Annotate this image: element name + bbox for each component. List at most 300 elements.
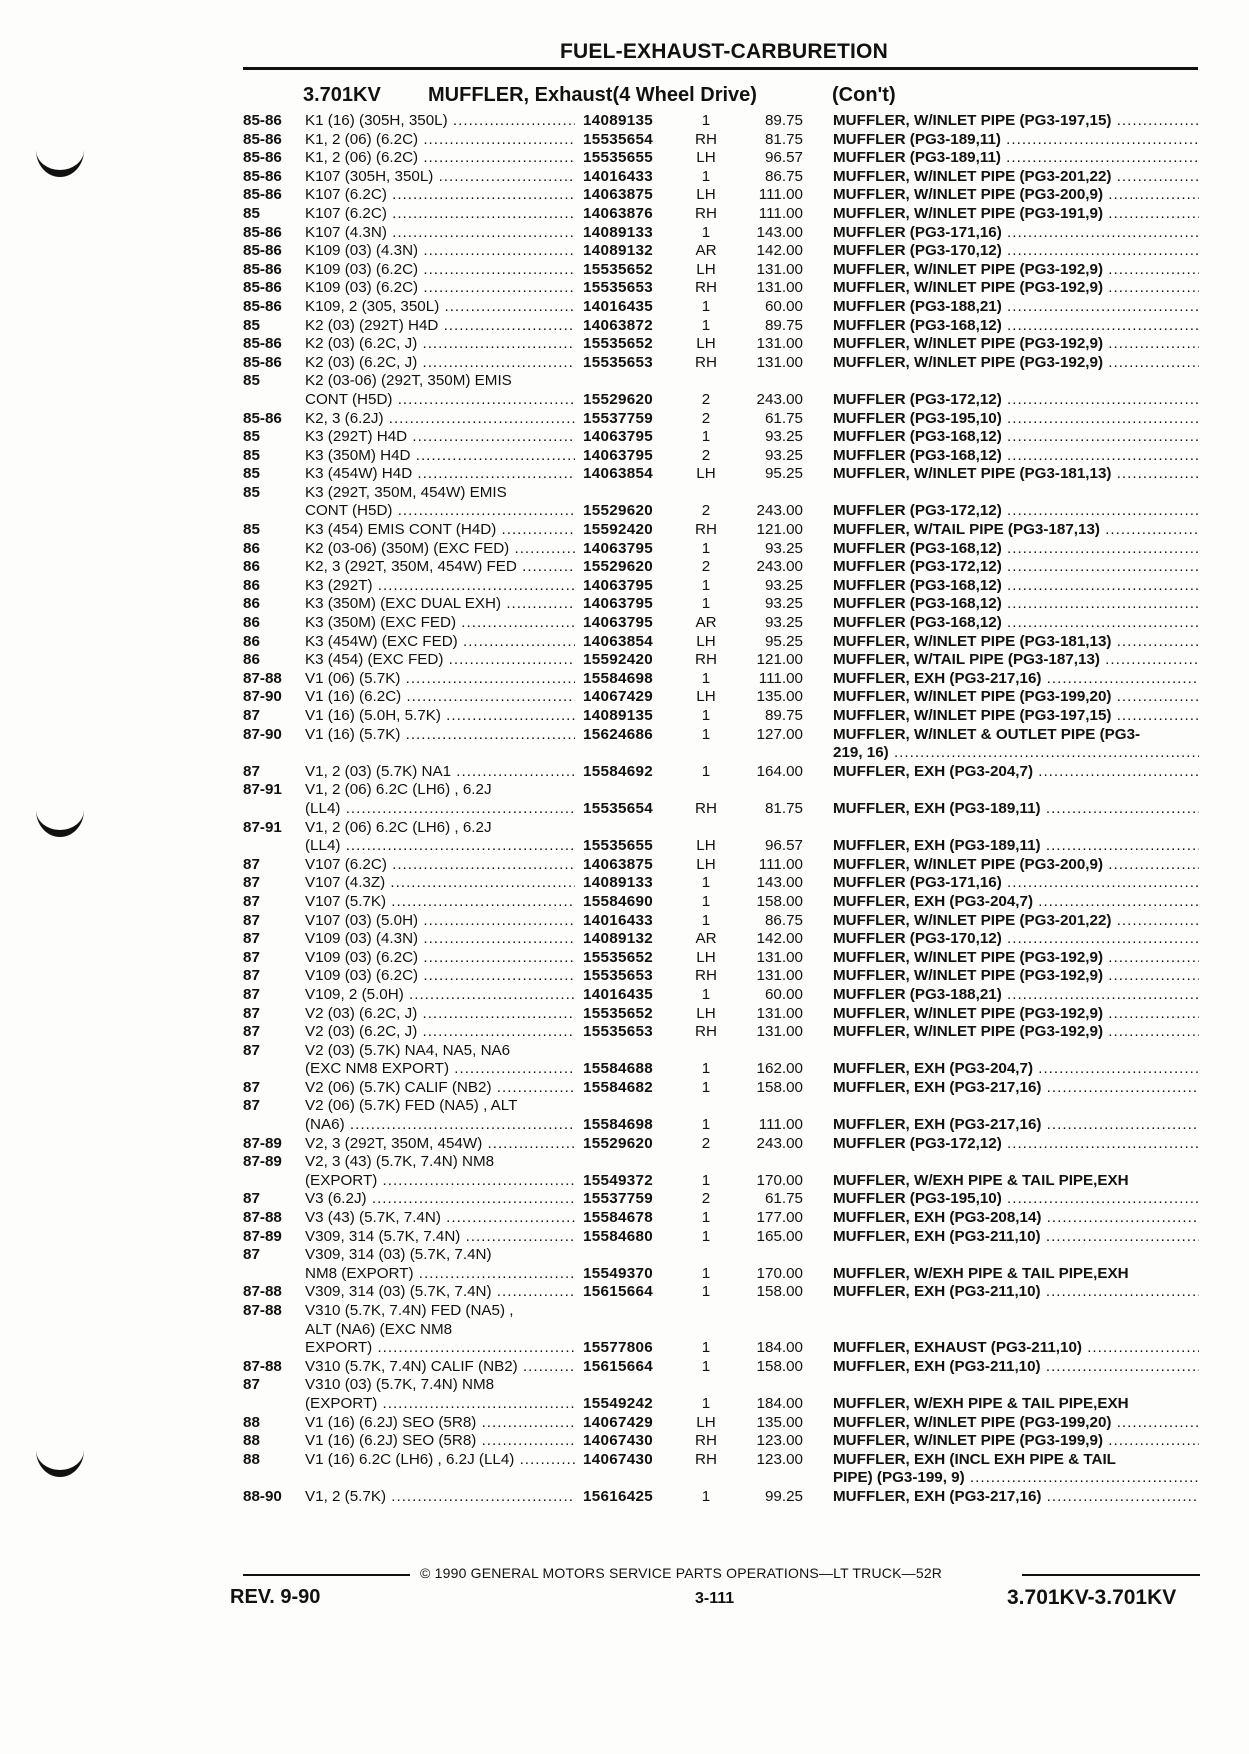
part-number: 15584682 xyxy=(583,1078,653,1096)
model-description: K3 (350M) (EXC DUAL EXH) ..... xyxy=(305,595,575,614)
quantity: 1 xyxy=(701,316,711,334)
year-range: 85-86 xyxy=(243,223,282,241)
price: 177.00 xyxy=(756,1209,803,1227)
parts-row xyxy=(0,224,1249,243)
model-description: V309, 314 (5.7K, 7.4N) ..... xyxy=(305,1228,575,1247)
quantity: 1 xyxy=(701,1264,711,1282)
model-description: V310 (5.7K, 7.4N) FED (NA5) , xyxy=(305,1302,514,1319)
part-number: 15529620 xyxy=(583,558,653,576)
quantity: LH xyxy=(696,688,716,706)
year-range: 87-89 xyxy=(243,1134,282,1152)
model-description: V109, 2 (5.0H) ..... xyxy=(305,986,575,1005)
parts-row xyxy=(0,707,1249,726)
parts-row xyxy=(0,1079,1249,1098)
model-description: K1 (16) (305H, 350L) ..... xyxy=(305,112,575,131)
quantity: RH xyxy=(695,279,717,297)
year-range: 88 xyxy=(243,1450,260,1468)
part-number: 15615664 xyxy=(583,1357,653,1375)
part-number: 14063795 xyxy=(583,539,653,557)
parts-row xyxy=(0,670,1249,689)
price: 111.00 xyxy=(758,204,803,222)
price: 93.25 xyxy=(764,539,803,557)
year-range: 88 xyxy=(243,1432,260,1450)
quantity: 2 xyxy=(701,409,711,427)
model-description: (LL4) ..... xyxy=(305,837,575,856)
part-number: 15615664 xyxy=(583,1283,653,1301)
quantity: RH xyxy=(695,799,717,817)
year-range: 85-86 xyxy=(243,149,282,167)
parts-row xyxy=(0,967,1249,986)
year-range: 85 xyxy=(243,465,260,483)
price: 158.00 xyxy=(756,1357,803,1375)
parts-row xyxy=(0,893,1249,912)
year-range: 87-91 xyxy=(243,781,282,799)
part-description: MUFFLER (PG3-168,12) ..... xyxy=(833,317,1199,336)
quantity: 2 xyxy=(701,558,711,576)
part-description: MUFFLER, W/INLET PIPE (PG3-192,9) ..... xyxy=(833,279,1199,298)
model-description: V2 (06) (5.7K) CALIF (NB2) ..... xyxy=(305,1079,575,1098)
year-range: 87 xyxy=(243,762,260,780)
year-range: 88-90 xyxy=(243,1487,282,1505)
parts-row xyxy=(0,279,1249,298)
part-number: 14063854 xyxy=(583,465,653,483)
part-number: 15535652 xyxy=(583,260,653,278)
quantity: LH xyxy=(696,149,716,167)
price: 131.00 xyxy=(756,948,803,966)
year-range: 86 xyxy=(243,576,260,594)
year-range: 87 xyxy=(243,1376,260,1394)
part-description: MUFFLER, W/INLET & OUTLET PIPE (PG3- xyxy=(833,725,1141,743)
model-description: V107 (03) (5.0H) ..... xyxy=(305,912,575,931)
part-number: 14063795 xyxy=(583,614,653,632)
part-number: 15616425 xyxy=(583,1487,653,1505)
part-number: 15537759 xyxy=(583,409,653,427)
parts-row xyxy=(0,1283,1249,1302)
parts-row xyxy=(0,595,1249,614)
parts-row xyxy=(0,837,1249,856)
model-description: K107 (305H, 350L) ..... xyxy=(305,168,575,187)
price: 93.25 xyxy=(764,428,803,446)
part-number: 15549242 xyxy=(583,1394,653,1412)
part-number: 15584698 xyxy=(583,1116,653,1134)
quantity: 1 xyxy=(701,1116,711,1134)
part-description: MUFFLER, W/TAIL PIPE (PG3-187,13) ..... xyxy=(833,521,1199,540)
price: 121.00 xyxy=(756,521,803,539)
model-description: K1, 2 (06) (6.2C) ..... xyxy=(305,149,575,168)
part-number: 14063875 xyxy=(583,855,653,873)
parts-row xyxy=(0,949,1249,968)
year-range: 87 xyxy=(243,930,260,948)
model-description: (LL4) ..... xyxy=(305,800,575,819)
quantity: 1 xyxy=(701,1339,711,1357)
price: 123.00 xyxy=(756,1450,803,1468)
model-description: K2 (03-06) (292T, 350M) EMIS xyxy=(305,372,512,390)
part-description: MUFFLER, W/INLET PIPE (PG3-192,9) ..... xyxy=(833,1005,1199,1024)
part-number: 14063795 xyxy=(583,576,653,594)
part-description: MUFFLER, W/EXH PIPE & TAIL PIPE,EXH xyxy=(833,1171,1129,1189)
quantity: 1 xyxy=(701,1209,711,1227)
model-description: V109 (03) (4.3N) ..... xyxy=(305,930,575,949)
part-description: MUFFLER (PG3-172,12) ..... xyxy=(833,502,1199,521)
section-range: 3.701KV-3.701KV xyxy=(1007,1586,1177,1609)
quantity: AR xyxy=(695,930,717,948)
part-description: MUFFLER (PG3-168,12) ..... xyxy=(833,540,1199,559)
price: 121.00 xyxy=(756,651,803,669)
parts-row xyxy=(0,1451,1249,1470)
parts-row xyxy=(0,1376,1249,1395)
part-description: MUFFLER, EXH (PG3-204,7) ..... xyxy=(833,893,1199,912)
part-description: MUFFLER, EXH (PG3-217,16) ..... xyxy=(833,1079,1199,1098)
price: 158.00 xyxy=(756,1078,803,1096)
model-description: V309, 314 (03) (5.7K, 7.4N) xyxy=(305,1246,492,1264)
model-description: (EXPORT) ..... xyxy=(305,1395,575,1414)
parts-row xyxy=(0,1358,1249,1377)
part-description: MUFFLER (PG3-168,12) ..... xyxy=(833,428,1199,447)
model-description: (NA6) ..... xyxy=(305,1116,575,1135)
model-description: K3 (454W) H4D ..... xyxy=(305,465,575,484)
price: 131.00 xyxy=(756,1023,803,1041)
model-description: V1, 2 (03) (5.7K) NA1 ..... xyxy=(305,763,575,782)
quantity: LH xyxy=(696,465,716,483)
price: 86.75 xyxy=(764,911,803,929)
year-range: 85 xyxy=(243,483,260,501)
price: 93.25 xyxy=(764,614,803,632)
part-number: 14063876 xyxy=(583,204,653,222)
price: 135.00 xyxy=(756,1413,803,1431)
quantity: RH xyxy=(695,1450,717,1468)
price: 184.00 xyxy=(756,1394,803,1412)
parts-row xyxy=(0,986,1249,1005)
part-number: 15535653 xyxy=(583,1023,653,1041)
price: 93.25 xyxy=(764,446,803,464)
parts-row xyxy=(0,372,1249,391)
parts-row xyxy=(0,1469,1249,1488)
part-number: 15624686 xyxy=(583,725,653,743)
year-range: 87-90 xyxy=(243,688,282,706)
page-header-title: FUEL-EXHAUST-CARBURETION xyxy=(560,40,888,63)
parts-row xyxy=(0,1321,1249,1340)
copyright-notice: © 1990 GENERAL MOTORS SERVICE PARTS OPERATIONS—LT TRUCK—52R xyxy=(420,1565,943,1581)
part-number: 15529620 xyxy=(583,390,653,408)
part-description: MUFFLER, EXH (PG3-217,16) ..... xyxy=(833,670,1199,689)
part-description: MUFFLER (PG3-170,12) ..... xyxy=(833,242,1199,261)
model-description: V1 (16) (5.0H, 5.7K) ..... xyxy=(305,707,575,726)
year-range: 85 xyxy=(243,372,260,390)
part-description: MUFFLER (PG3-168,12) ..... xyxy=(833,447,1199,466)
parts-row xyxy=(0,1209,1249,1228)
parts-row xyxy=(0,540,1249,559)
quantity: 2 xyxy=(701,1134,711,1152)
model-description: K2 (03-06) (350M) (EXC FED) ..... xyxy=(305,540,575,559)
model-description: V107 (4.3Z) ..... xyxy=(305,874,575,893)
year-range: 85-86 xyxy=(243,112,282,129)
parts-row xyxy=(0,335,1249,354)
part-description: MUFFLER, EXH (PG3-217,16) ..... xyxy=(833,1116,1199,1135)
part-description: MUFFLER (PG3-188,21) ..... xyxy=(833,298,1199,317)
parts-row xyxy=(0,205,1249,224)
parts-row xyxy=(0,112,1249,131)
price: 81.75 xyxy=(764,130,803,148)
year-range: 87 xyxy=(243,1041,260,1059)
part-description: MUFFLER, W/INLET PIPE (PG3-200,9) ..... xyxy=(833,186,1199,205)
part-number: 14016435 xyxy=(583,985,653,1003)
part-number: 14089132 xyxy=(583,930,653,948)
part-number: 14089135 xyxy=(583,112,653,129)
part-description: MUFFLER, W/INLET PIPE (PG3-197,15) ..... xyxy=(833,112,1199,131)
parts-row xyxy=(0,447,1249,466)
parts-row xyxy=(0,410,1249,429)
part-number: 15535653 xyxy=(583,353,653,371)
quantity: 1 xyxy=(701,1171,711,1189)
price: 131.00 xyxy=(756,967,803,985)
model-description: V2 (03) (6.2C, J) ..... xyxy=(305,1023,575,1042)
part-number: 15529620 xyxy=(583,1134,653,1152)
price: 158.00 xyxy=(756,1283,803,1301)
quantity: 1 xyxy=(701,707,711,724)
parts-row xyxy=(0,1172,1249,1191)
parts-row xyxy=(0,577,1249,596)
year-range: 85-86 xyxy=(243,409,282,427)
year-range: 87 xyxy=(243,911,260,929)
model-description: V2 (03) (6.2C, J) ..... xyxy=(305,1005,575,1024)
year-range: 85-86 xyxy=(243,167,282,185)
part-description: MUFFLER, W/INLET PIPE (PG3-192,9) ..... xyxy=(833,354,1199,373)
part-description: MUFFLER, W/INLET PIPE (PG3-191,9) ..... xyxy=(833,205,1199,224)
parts-row xyxy=(0,1228,1249,1247)
year-range: 85-86 xyxy=(243,242,282,260)
quantity: 2 xyxy=(701,446,711,464)
model-description: V309, 314 (03) (5.7K, 7.4N) ..... xyxy=(305,1283,575,1302)
section-code: 3.701KV xyxy=(303,84,381,106)
quantity: 1 xyxy=(701,167,711,185)
parts-row xyxy=(0,465,1249,484)
year-range: 87 xyxy=(243,874,260,892)
price: 95.25 xyxy=(764,465,803,483)
model-description: V3 (6.2J) ..... xyxy=(305,1190,575,1209)
price: 131.00 xyxy=(756,335,803,353)
part-description: MUFFLER, W/EXH PIPE & TAIL PIPE,EXH xyxy=(833,1394,1129,1412)
part-description: PIPE) (PG3-199, 9) ..... xyxy=(833,1469,1199,1488)
parts-row xyxy=(0,428,1249,447)
parts-row xyxy=(0,930,1249,949)
part-description: MUFFLER, W/INLET PIPE (PG3-192,9) ..... xyxy=(833,261,1199,280)
part-number: 15537759 xyxy=(583,1190,653,1208)
part-description: MUFFLER, EXHAUST (PG3-211,10) ..... xyxy=(833,1339,1199,1358)
year-range: 87 xyxy=(243,1097,260,1115)
quantity: 1 xyxy=(701,539,711,557)
part-description: MUFFLER, EXH (PG3-208,14) ..... xyxy=(833,1209,1199,1228)
quantity: 1 xyxy=(701,1283,711,1301)
price: 131.00 xyxy=(756,279,803,297)
part-description: MUFFLER (PG3-195,10) ..... xyxy=(833,410,1199,429)
model-description: K109 (03) (6.2C) ..... xyxy=(305,279,575,298)
part-description: MUFFLER, W/INLET PIPE (PG3-199,20) ..... xyxy=(833,688,1199,707)
section-heading xyxy=(0,84,1249,110)
section-title: MUFFLER, Exhaust(4 Wheel Drive) xyxy=(428,84,757,106)
model-description: V2, 3 (43) (5.7K, 7.4N) NM8 xyxy=(305,1153,495,1171)
footer-rule xyxy=(1022,1574,1200,1576)
year-range: 87 xyxy=(243,967,260,985)
price: 143.00 xyxy=(756,223,803,241)
model-description: CONT (H5D) ..... xyxy=(305,502,575,521)
section-continued: (Con't) xyxy=(832,84,896,106)
year-range: 87-88 xyxy=(243,1209,282,1227)
quantity: AR xyxy=(695,242,717,260)
model-description: K109, 2 (305, 350L) ..... xyxy=(305,298,575,317)
parts-row xyxy=(0,856,1249,875)
quantity: RH xyxy=(695,1023,717,1041)
part-description: MUFFLER, EXH (PG3-211,10) ..... xyxy=(833,1358,1199,1377)
part-number: 15535655 xyxy=(583,837,653,855)
year-range: 86 xyxy=(243,595,260,613)
part-number: 15535653 xyxy=(583,279,653,297)
year-range: 87 xyxy=(243,1004,260,1022)
price: 93.25 xyxy=(764,595,803,613)
year-range: 86 xyxy=(243,558,260,576)
model-description: V310 (5.7K, 7.4N) CALIF (NB2) ..... xyxy=(305,1358,575,1377)
price: 93.25 xyxy=(764,576,803,594)
model-description: V107 (6.2C) ..... xyxy=(305,856,575,875)
part-description: MUFFLER, W/INLET PIPE (PG3-181,13) ..... xyxy=(833,633,1199,652)
price: 243.00 xyxy=(756,502,803,520)
part-number: 15535652 xyxy=(583,1004,653,1022)
parts-row xyxy=(0,1135,1249,1154)
model-description: K3 (350M) H4D ..... xyxy=(305,447,575,466)
part-description: MUFFLER (PG3-168,12) ..... xyxy=(833,614,1199,633)
part-number: 15549372 xyxy=(583,1171,653,1189)
part-number: 14089135 xyxy=(583,707,653,724)
part-number: 15584690 xyxy=(583,892,653,910)
parts-row xyxy=(0,1116,1249,1135)
page-number: 3-111 xyxy=(695,1590,735,1607)
year-range: 87-91 xyxy=(243,818,282,836)
model-description: V1 (16) 6.2C (LH6) , 6.2J (LL4) ..... xyxy=(305,1451,575,1470)
year-range: 85-86 xyxy=(243,186,282,204)
part-number: 14016433 xyxy=(583,911,653,929)
year-range: 87 xyxy=(243,1023,260,1041)
quantity: 1 xyxy=(701,874,711,892)
model-description: K3 (292T) ..... xyxy=(305,577,575,596)
part-description: MUFFLER, EXH (PG3-189,11) ..... xyxy=(833,800,1199,819)
part-number: 15549370 xyxy=(583,1264,653,1282)
part-number: 14063795 xyxy=(583,446,653,464)
part-number: 15535652 xyxy=(583,948,653,966)
year-range: 86 xyxy=(243,614,260,632)
parts-row xyxy=(0,912,1249,931)
part-number: 15535654 xyxy=(583,130,653,148)
quantity: LH xyxy=(696,837,716,855)
model-description: K1, 2 (06) (6.2C) ..... xyxy=(305,131,575,150)
parts-row xyxy=(0,1153,1249,1172)
parts-row xyxy=(0,1302,1249,1321)
year-range: 87-88 xyxy=(243,1283,282,1301)
parts-row xyxy=(0,763,1249,782)
model-description: K2, 3 (6.2J) ..... xyxy=(305,410,575,429)
part-description: MUFFLER, W/INLET PIPE (PG3-199,9) ..... xyxy=(833,1432,1199,1451)
price: 170.00 xyxy=(756,1171,803,1189)
year-range: 87 xyxy=(243,1190,260,1208)
part-number: 14067430 xyxy=(583,1450,653,1468)
part-description: MUFFLER, EXH (PG3-204,7) ..... xyxy=(833,763,1199,782)
parts-row xyxy=(0,186,1249,205)
year-range: 87-89 xyxy=(243,1227,282,1245)
part-description: MUFFLER (PG3-168,12) ..... xyxy=(833,595,1199,614)
price: 111.00 xyxy=(758,855,803,873)
part-number: 15529620 xyxy=(583,502,653,520)
year-range: 87-88 xyxy=(243,669,282,687)
quantity: 1 xyxy=(701,911,711,929)
quantity: LH xyxy=(696,855,716,873)
quantity: RH xyxy=(695,204,717,222)
part-description: MUFFLER, EXH (PG3-211,10) ..... xyxy=(833,1283,1199,1302)
part-number: 14089133 xyxy=(583,874,653,892)
part-number: 14067430 xyxy=(583,1432,653,1450)
model-description: K2, 3 (292T, 350M, 454W) FED ..... xyxy=(305,558,575,577)
quantity: 1 xyxy=(701,112,711,129)
revision-label: REV. 9-90 xyxy=(230,1586,321,1608)
year-range: 85-86 xyxy=(243,297,282,315)
parts-row xyxy=(0,558,1249,577)
model-description: V1 (16) (6.2J) SEO (5R8) ..... xyxy=(305,1414,575,1433)
parts-row xyxy=(0,1414,1249,1433)
parts-row xyxy=(0,726,1249,745)
model-description: V3 (43) (5.7K, 7.4N) ..... xyxy=(305,1209,575,1228)
year-range: 85 xyxy=(243,428,260,446)
price: 127.00 xyxy=(756,725,803,743)
part-number: 15584680 xyxy=(583,1227,653,1245)
quantity: LH xyxy=(696,948,716,966)
quantity: LH xyxy=(696,1004,716,1022)
parts-row xyxy=(0,168,1249,187)
parts-row xyxy=(0,1432,1249,1451)
part-number: 14063854 xyxy=(583,632,653,650)
quantity: 1 xyxy=(701,1078,711,1096)
part-number: 14063872 xyxy=(583,316,653,334)
model-description: V107 (5.7K) ..... xyxy=(305,893,575,912)
parts-row xyxy=(0,1265,1249,1284)
part-description: MUFFLER (PG3-171,16) ..... xyxy=(833,224,1199,243)
model-description: (EXPORT) ..... xyxy=(305,1172,575,1191)
part-description: MUFFLER, W/INLET PIPE (PG3-197,15) ..... xyxy=(833,707,1199,726)
year-range: 88 xyxy=(243,1413,260,1431)
model-description: K2 (03) (292T) H4D ..... xyxy=(305,317,575,336)
parts-row xyxy=(0,484,1249,503)
price: 165.00 xyxy=(756,1227,803,1245)
year-range: 85 xyxy=(243,316,260,334)
parts-row xyxy=(0,800,1249,819)
model-description: (EXC NM8 EXPORT) ..... xyxy=(305,1060,575,1079)
year-range: 85-86 xyxy=(243,130,282,148)
part-number: 14089132 xyxy=(583,242,653,260)
price: 96.57 xyxy=(764,837,803,855)
model-description: K3 (454W) (EXC FED) ..... xyxy=(305,633,575,652)
price: 243.00 xyxy=(756,1134,803,1152)
part-number: 14016435 xyxy=(583,297,653,315)
part-number: 15584698 xyxy=(583,669,653,687)
part-description: MUFFLER, W/INLET PIPE (PG3-201,22) ..... xyxy=(833,912,1199,931)
footer-rule xyxy=(243,1574,410,1576)
price: 162.00 xyxy=(756,1060,803,1078)
part-number: 14063875 xyxy=(583,186,653,204)
model-description: V1, 2 (06) 6.2C (LH6) , 6.2J xyxy=(305,781,492,799)
model-description: V1 (16) (5.7K) ..... xyxy=(305,726,575,745)
quantity: LH xyxy=(696,186,716,204)
model-description: K2 (03) (6.2C, J) ..... xyxy=(305,354,575,373)
price: 131.00 xyxy=(756,260,803,278)
quantity: 1 xyxy=(701,1394,711,1412)
model-description: K109 (03) (6.2C) ..... xyxy=(305,261,575,280)
quantity: 1 xyxy=(701,1357,711,1375)
